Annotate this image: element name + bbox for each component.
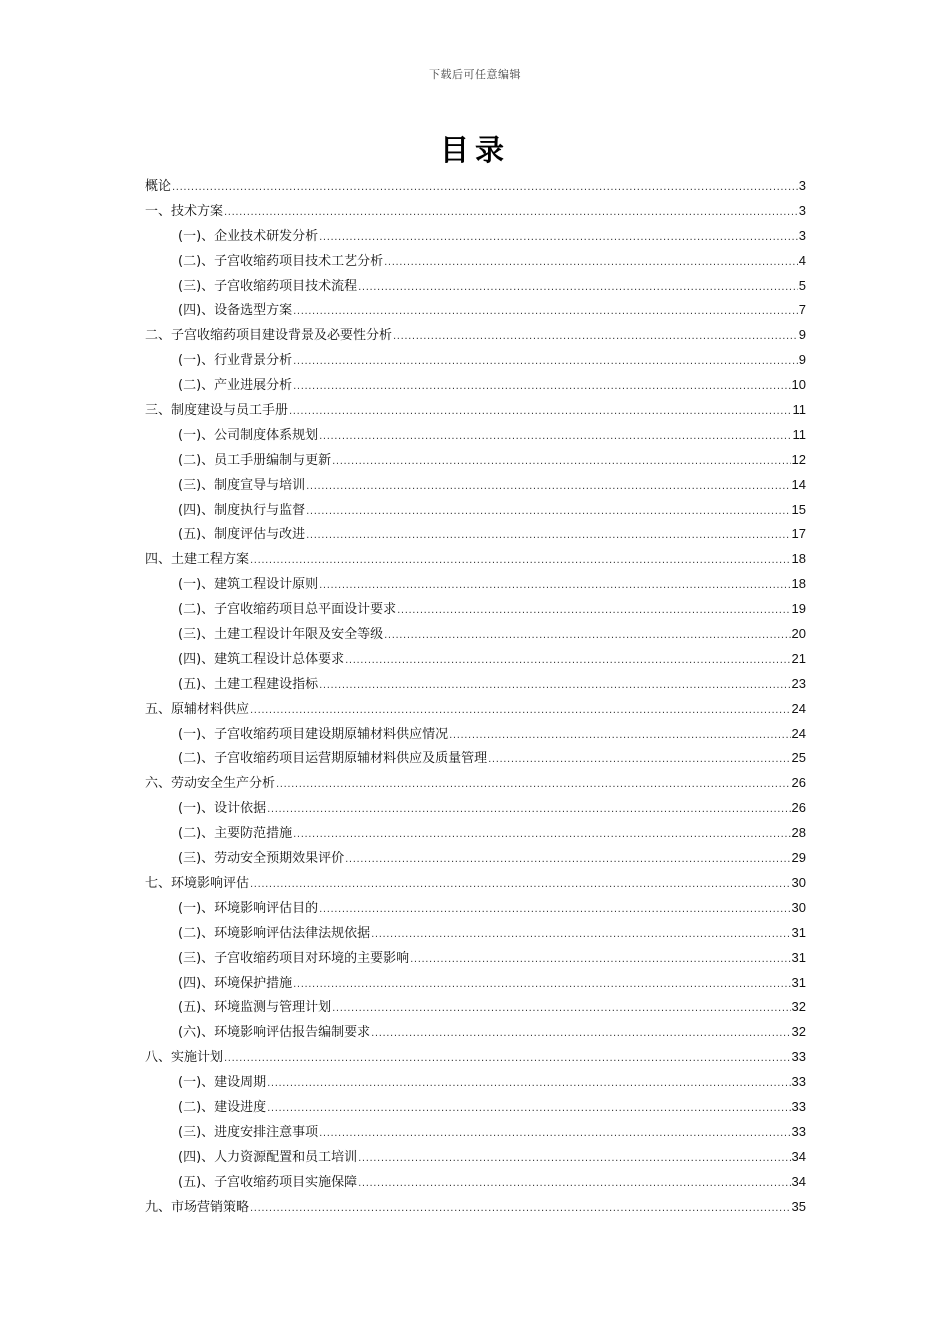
toc-page-number: 32 — [791, 1024, 806, 1040]
toc-dot-leader — [224, 200, 798, 226]
toc-entry-title: (一)、建设周期 — [178, 1075, 267, 1091]
toc-entry-title: (二)、环境影响评估法律法规依据 — [178, 925, 371, 941]
toc-subentry[interactable] — [145, 995, 806, 1020]
toc-page-number: 17 — [791, 526, 806, 542]
toc-entry-title: (二)、子宫收缩药项目总平面设计要求 — [178, 602, 397, 618]
toc-page-number: 3 — [798, 202, 806, 218]
toc-entry-title: 三、制度建设与员工手册 — [145, 403, 289, 419]
toc-page-number: 9 — [798, 327, 806, 343]
toc-page-number: 33 — [791, 1123, 806, 1139]
toc-dot-leader — [293, 822, 790, 848]
toc-page-number: 31 — [791, 949, 806, 965]
toc-dot-leader — [250, 1196, 791, 1222]
toc-dot-leader — [306, 523, 790, 549]
toc-entry-title: (二)、员工手册编制与更新 — [178, 452, 332, 468]
toc-dot-leader — [224, 1046, 791, 1072]
toc-subentry[interactable] — [145, 498, 806, 523]
toc-subentry[interactable] — [145, 1020, 806, 1045]
toc-dot-leader — [306, 474, 790, 500]
toc-dot-leader — [384, 250, 798, 276]
toc-entry-title: (二)、主要防范措施 — [178, 826, 293, 842]
toc-title: 目录 — [439, 133, 510, 167]
toc-dot-leader — [319, 673, 790, 699]
toc-page-number: 31 — [791, 924, 806, 940]
toc-entry-title: (三)、土建工程设计年限及安全等级 — [178, 627, 384, 643]
toc-dot-leader — [488, 747, 790, 773]
toc-dot-leader — [172, 175, 798, 201]
toc-page-number: 7 — [798, 302, 806, 318]
toc-entry-title: (二)、子宫收缩药项目技术工艺分析 — [178, 253, 384, 269]
toc-subentry[interactable] — [145, 722, 806, 747]
toc-subentry[interactable] — [145, 821, 806, 846]
toc-entry-title: (五)、制度评估与改进 — [178, 527, 306, 543]
toc-page-number: 26 — [791, 775, 806, 791]
toc-entry-title: 五、原辅材料供应 — [145, 701, 250, 717]
toc-dot-leader — [293, 972, 790, 998]
toc-subentry[interactable] — [145, 946, 806, 971]
toc-entry-title: (四)、设备选型方案 — [178, 303, 293, 319]
toc-page-number: 15 — [791, 501, 806, 517]
toc-dot-leader — [319, 225, 798, 251]
toc-page-number: 30 — [791, 899, 806, 915]
toc-page-number: 34 — [791, 1148, 806, 1164]
toc-subentry[interactable] — [145, 249, 806, 274]
toc-entry[interactable] — [145, 771, 806, 796]
toc-page-number: 35 — [791, 1198, 806, 1214]
page-header: 下载后可任意编辑 — [429, 68, 521, 81]
toc-dot-leader — [449, 723, 790, 749]
toc-page-number: 26 — [791, 800, 806, 816]
toc-subentry[interactable] — [145, 423, 806, 448]
toc-entry-title: (一)、行业背景分析 — [178, 353, 293, 369]
toc-entry-title: 二、子宫收缩药项目建设背景及必要性分析 — [145, 328, 393, 344]
toc-entry-title: (四)、制度执行与监督 — [178, 502, 306, 518]
toc-subentry[interactable] — [145, 1120, 806, 1145]
toc-subentry[interactable] — [145, 298, 806, 323]
toc-subentry[interactable] — [145, 647, 806, 672]
toc-subentry[interactable] — [145, 622, 806, 647]
toc-page-number: 11 — [792, 426, 806, 442]
toc-entry-title: (三)、子宫收缩药项目对环境的主要影响 — [178, 950, 410, 966]
toc-entry-title: (三)、进度安排注意事项 — [178, 1124, 319, 1140]
toc-page-number: 5 — [798, 277, 806, 293]
toc-entry-title: 一、技术方案 — [145, 203, 224, 219]
toc-subentry[interactable] — [145, 1070, 806, 1095]
toc-subentry[interactable] — [145, 672, 806, 697]
toc-page-number: 30 — [791, 874, 806, 890]
toc-dot-leader — [250, 872, 791, 898]
toc-page-number: 18 — [791, 576, 806, 592]
toc-dot-leader — [332, 996, 790, 1022]
toc-page-number: 18 — [791, 551, 806, 567]
toc-page-number: 33 — [791, 1074, 806, 1090]
toc-entry-title: (一)、企业技术研发分析 — [178, 228, 319, 244]
toc-dot-leader — [397, 598, 790, 624]
toc-page-number: 10 — [791, 377, 806, 393]
toc-subentry[interactable] — [145, 572, 806, 597]
toc-page-number: 24 — [791, 700, 806, 716]
toc-entry-title: (三)、制度宣导与培训 — [178, 477, 306, 493]
toc-subentry[interactable] — [145, 1145, 806, 1170]
toc-entry-title: (一)、环境影响评估目的 — [178, 900, 319, 916]
toc-page-number: 4 — [798, 252, 806, 268]
toc-entry-title: (四)、环境保护措施 — [178, 975, 293, 991]
toc-entry[interactable] — [145, 547, 806, 572]
toc-dot-leader — [267, 1096, 790, 1122]
toc-subentry[interactable] — [145, 796, 806, 821]
toc-dot-leader — [293, 374, 790, 400]
table-of-contents — [145, 174, 806, 1219]
toc-dot-leader — [358, 275, 798, 301]
toc-page-number: 28 — [791, 825, 806, 841]
toc-subentry[interactable] — [145, 274, 806, 299]
toc-dot-leader — [319, 1121, 790, 1147]
toc-page-number: 32 — [791, 999, 806, 1015]
toc-entry[interactable] — [145, 697, 806, 722]
toc-dot-leader — [267, 797, 790, 823]
toc-dot-leader — [267, 1071, 790, 1097]
toc-dot-leader — [371, 922, 790, 948]
toc-dot-leader — [293, 349, 798, 375]
toc-subentry[interactable] — [145, 1170, 806, 1195]
toc-entry-title: 八、实施计划 — [145, 1050, 224, 1066]
toc-entry[interactable] — [145, 871, 806, 896]
toc-entry-title: 六、劳动安全生产分析 — [145, 776, 276, 792]
toc-entry-title: (二)、建设进度 — [178, 1099, 267, 1115]
toc-subentry[interactable] — [145, 597, 806, 622]
toc-subentry[interactable] — [145, 348, 806, 373]
toc-entry-title: (一)、建筑工程设计原则 — [178, 577, 319, 593]
toc-entry-title: (一)、子宫收缩药项目建设期原辅材料供应情况 — [178, 726, 449, 742]
toc-dot-leader — [319, 424, 791, 450]
toc-entry-title: (四)、人力资源配置和员工培训 — [178, 1149, 358, 1165]
toc-page-number: 23 — [791, 675, 806, 691]
toc-entry[interactable] — [145, 1195, 806, 1220]
toc-subentry[interactable] — [145, 522, 806, 547]
toc-entry-title: 九、市场营销策略 — [145, 1199, 250, 1215]
toc-entry[interactable] — [145, 1045, 806, 1070]
toc-page-number: 14 — [791, 476, 806, 492]
toc-subentry[interactable] — [145, 746, 806, 771]
toc-page-number: 33 — [791, 1049, 806, 1065]
toc-dot-leader — [306, 499, 790, 525]
toc-subentry[interactable] — [145, 971, 806, 996]
toc-page-number: 24 — [791, 725, 806, 741]
toc-dot-leader — [293, 299, 798, 325]
toc-subentry[interactable] — [145, 373, 806, 398]
toc-page-number: 11 — [792, 402, 806, 418]
toc-page-number: 9 — [798, 352, 806, 368]
toc-entry[interactable] — [145, 398, 806, 423]
toc-entry-title: (三)、子宫收缩药项目技术流程 — [178, 278, 358, 294]
toc-page-number: 25 — [791, 750, 806, 766]
toc-subentry[interactable] — [145, 473, 806, 498]
toc-dot-leader — [345, 648, 790, 674]
toc-subentry[interactable] — [145, 896, 806, 921]
toc-entry-title: (五)、土建工程建设指标 — [178, 676, 319, 692]
toc-page-number: 21 — [791, 650, 806, 666]
toc-entry-title: (一)、设计依据 — [178, 801, 267, 817]
toc-entry-title: (五)、子宫收缩药项目实施保障 — [178, 1174, 358, 1190]
toc-dot-leader — [289, 399, 791, 425]
toc-subentry[interactable] — [145, 846, 806, 871]
toc-entry-title: (一)、公司制度体系规划 — [178, 427, 319, 443]
toc-entry[interactable] — [145, 174, 806, 199]
toc-dot-leader — [319, 897, 790, 923]
toc-subentry[interactable] — [145, 1095, 806, 1120]
toc-entry-title: (五)、环境监测与管理计划 — [178, 1000, 332, 1016]
toc-entry-title: (三)、劳动安全预期效果评价 — [178, 851, 345, 867]
toc-subentry[interactable] — [145, 448, 806, 473]
toc-dot-leader — [358, 1146, 790, 1172]
toc-page-number: 3 — [798, 227, 806, 243]
toc-entry-title: 四、土建工程方案 — [145, 552, 250, 568]
toc-page-number: 12 — [791, 451, 806, 467]
toc-entry[interactable] — [145, 323, 806, 348]
toc-entry-title: (六)、环境影响评估报告编制要求 — [178, 1025, 371, 1041]
toc-page-number: 33 — [791, 1098, 806, 1114]
toc-entry-title: 七、环境影响评估 — [145, 875, 250, 891]
toc-dot-leader — [276, 772, 791, 798]
toc-dot-leader — [384, 623, 790, 649]
toc-dot-leader — [319, 573, 790, 599]
toc-entry-title: (二)、产业进展分析 — [178, 378, 293, 394]
toc-entry-title: (四)、建筑工程设计总体要求 — [178, 651, 345, 667]
toc-dot-leader — [332, 449, 790, 475]
toc-page-number: 34 — [791, 1173, 806, 1189]
toc-subentry[interactable] — [145, 921, 806, 946]
toc-entry[interactable] — [145, 199, 806, 224]
toc-dot-leader — [410, 947, 790, 973]
toc-dot-leader — [371, 1021, 790, 1047]
toc-dot-leader — [250, 548, 791, 574]
toc-page-number: 3 — [798, 178, 806, 193]
toc-entry-title: 概论 — [145, 179, 172, 194]
toc-page-number: 31 — [791, 974, 806, 990]
toc-page-number: 19 — [791, 601, 806, 617]
toc-page-number: 20 — [791, 626, 806, 642]
toc-subentry[interactable] — [145, 224, 806, 249]
toc-dot-leader — [358, 1171, 790, 1197]
toc-dot-leader — [393, 324, 798, 350]
toc-entry-title: (二)、子宫收缩药项目运营期原辅材料供应及质量管理 — [178, 751, 488, 767]
toc-page-number: 29 — [791, 850, 806, 866]
toc-dot-leader — [345, 847, 790, 873]
toc-dot-leader — [250, 698, 791, 724]
